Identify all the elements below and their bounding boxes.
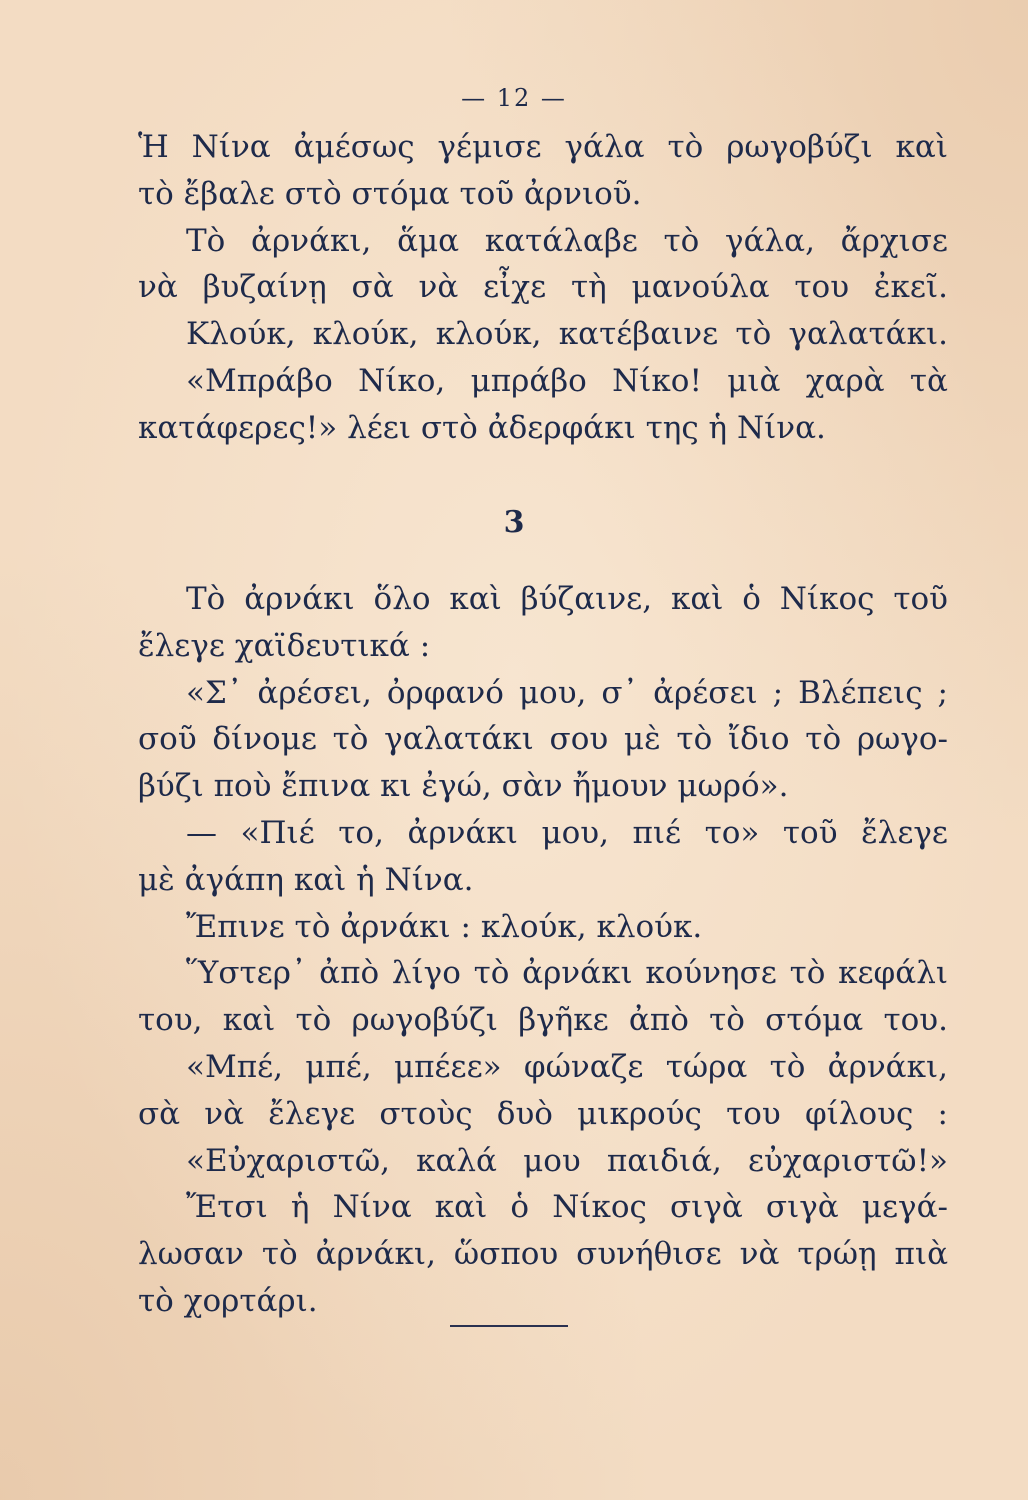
- text-line: τὸ ἔβαλε στὸ στόμα τοῦ ἀρνιοῦ.: [138, 175, 642, 212]
- end-rule: [450, 1325, 568, 1327]
- text-line: «Σ᾽ ἀρέσει, ὀρφανό μου, σ᾽ ἀρέσει ; Βλέπεις ;: [186, 674, 948, 711]
- text-line: «Μπράβο Νίκο, μπράβο Νίκο! μιὰ χαρὰ τὰ: [186, 362, 948, 399]
- text-line: «Εὐχαριστῶ, καλά μου παιδιά, εὐχαριστῶ!»: [186, 1142, 948, 1179]
- page-number: — 12 —: [461, 84, 567, 112]
- text-line: σοῦ δίνομε τὸ γαλατάκι σου μὲ τὸ ἴδιο τὸ ρωγο-: [138, 721, 948, 758]
- text-line: Ἔτσι ἡ Νίνα καὶ ὁ Νίκος σιγὰ σιγὰ μεγά-: [186, 1189, 948, 1226]
- text-line: — «Πιέ το, ἀρνάκι μου, πιέ το» τοῦ ἔλεγε: [186, 814, 948, 851]
- section-number: 3: [503, 505, 525, 540]
- text-line: «Μπέ, μπέ, μπέεε» φώναζε τώρα τὸ ἀρνάκι,: [186, 1048, 948, 1085]
- text-line: κατάφερες!» λέει στὸ ἀδερφάκι της ἡ Νίνα.: [138, 409, 826, 446]
- text-line: Ἡ Νίνα ἀμέσως γέμισε γάλα τὸ ρωγοβύζι καὶ: [138, 129, 948, 165]
- text-line: τὸ χορτάρι.: [138, 1282, 318, 1319]
- text-line: νὰ βυζαίνῃ σὰ νὰ εἶχε τὴ μανούλα του ἐκεῖ.: [138, 269, 948, 306]
- text-line: Κλούκ, κλούκ, κλούκ, κατέβαινε τὸ γαλατάκι.: [186, 316, 948, 353]
- text-line: Τὸ ἀρνάκι, ἅμα κατάλαβε τὸ γάλα, ἄρχισε: [186, 222, 948, 259]
- text-line: λωσαν τὸ ἀρνάκι, ὥσπου συνήθισε νὰ τρώῃ πιὰ: [138, 1236, 948, 1273]
- text-block-2: [138, 576, 948, 1325]
- text-line: Ὕστερ᾽ ἀπὸ λίγο τὸ ἀρνάκι κούνησε τὸ κεφάλι: [186, 955, 948, 992]
- text-line: Ἔπινε τὸ ἀρνάκι : κλούκ, κλούκ.: [186, 908, 703, 945]
- text-block-1: [138, 124, 948, 452]
- text-line: βύζι ποὺ ἔπινα κι ἐγώ, σὰν ἤμουν μωρό».: [138, 768, 789, 805]
- text-line: σὰ νὰ ἔλεγε στοὺς δυὸ μικρούς του φίλους :: [138, 1095, 948, 1132]
- text-line: μὲ ἀγάπη καὶ ἡ Νίνα.: [138, 861, 474, 898]
- text-line: Τὸ ἀρνάκι ὅλο καὶ βύζαινε, καὶ ὁ Νίκος τοῦ: [186, 581, 948, 617]
- text-line: ἔλεγε χαϊδευτικά :: [138, 627, 431, 664]
- text-line: του, καὶ τὸ ρωγοβύζι βγῆκε ἀπὸ τὸ στόμα του.: [138, 1002, 948, 1039]
